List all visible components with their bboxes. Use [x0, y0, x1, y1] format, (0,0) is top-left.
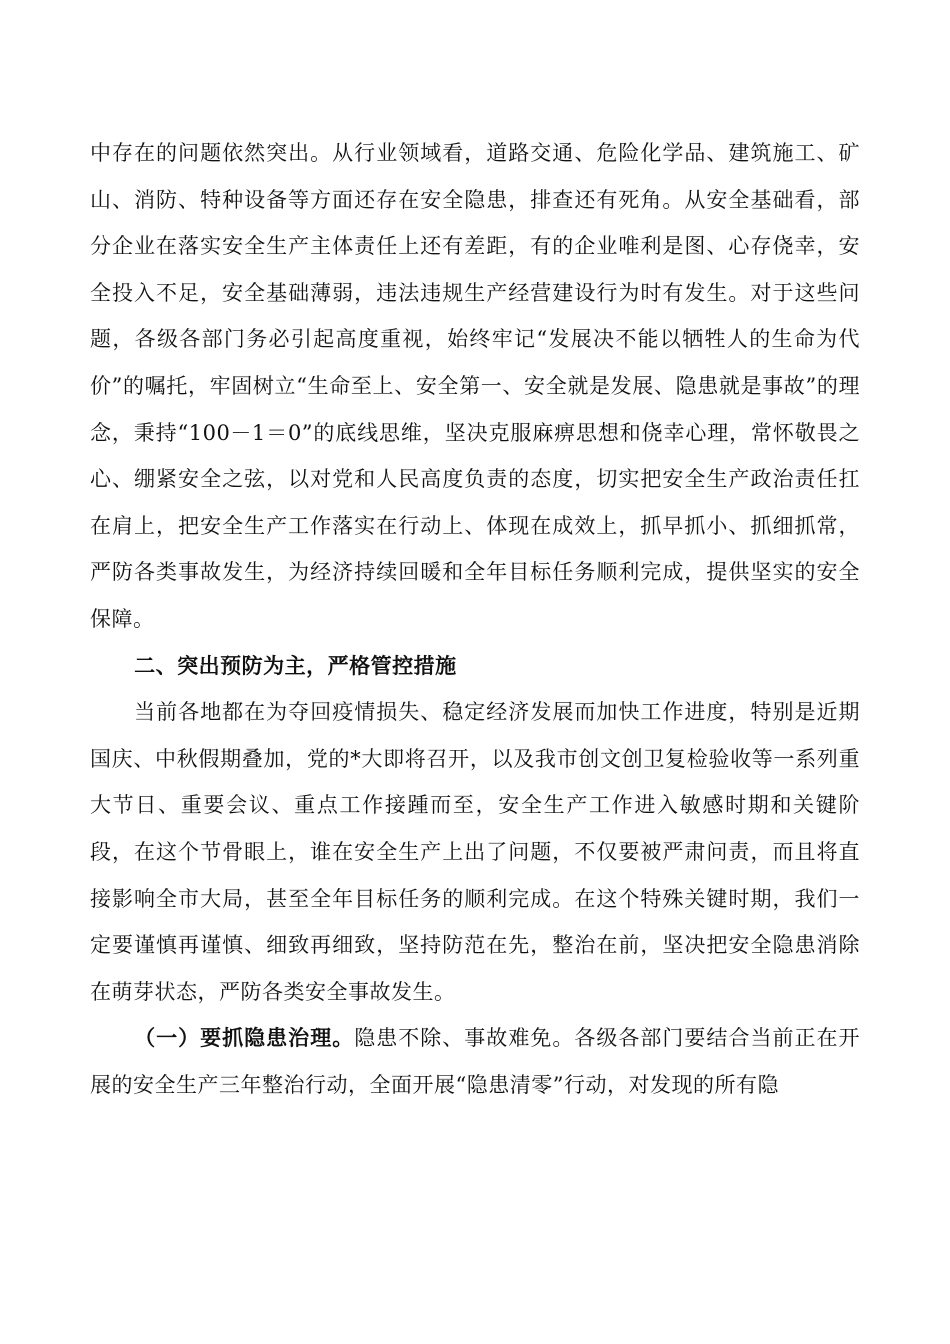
paragraph-hazard-governance-body: 隐患不除、事故难免。各级各部门要结合当前正在开展的安全生产三年整治行动，全面开展“隐患清零”行动，对发现的所有隐: [90, 1026, 861, 1097]
paragraph-hazard-problems: 中存在的问题依然突出。从行业领域看，道路交通、危险化学品、建筑施工、矿山、消防、特种设备等方面还存在安全隐患，排查还有死角。从安全基础看，部分企业在落实安全生产主体责任上还有差距，有的企业唯利是图、心存侥幸，安全投入不足，安全基础薄弱，违法违规生产经营建设行为时有发生。对于这些问题，各级各部门务必引起高度重视，始终牢记“发展决不能以牺牲人的生命为代价”的嘱托，牢固树立“生命至上、安全第一、安全就是发展、隐患就是事故”的理念，秉持“100－1＝0”的底线思维，坚决克服麻痹思想和侥幸心理，常怀敬畏之心、绷紧安全之弦，以对党和人民高度负责的态度，切实把安全生产政治责任扛在肩上，把安全生产工作落实在行动上、体现在成效上，抓早抓小、抓细抓常，严防各类事故发生，为经济持续回暖和全年目标任务顺利完成，提供坚实的安全保障。: [90, 141, 860, 631]
paragraph-critical-period: 当前各地都在为夺回疫情损失、稳定经济发展而加快工作进度，特别是近期国庆、中秋假期叠加，党的*大即将召开，以及我市创文创卫复检验收等一系列重大节日、重要会议、重点工作接踵而至，安全生产工作进入敏感时期和关键阶段，在这个节骨眼上，谁在安全生产上出了问题，不仅要被严肃问责，而且将直接影响全市大局，甚至全年目标任务的顺利完成。在这个特殊关键时期，我们一定要谨慎再谨慎、细致再细致，坚持防范在先，整治在前，坚决把安全隐患消除在萌芽状态，严防各类安全事故发生。: [90, 700, 860, 1004]
section-heading-prevention: 二、突出预防为主，严格管控措施: [134, 652, 457, 678]
subheading-hazard-governance: （一）要抓隐患治理。: [134, 1025, 355, 1051]
paragraph-hazard-governance: [90, 1015, 860, 1108]
